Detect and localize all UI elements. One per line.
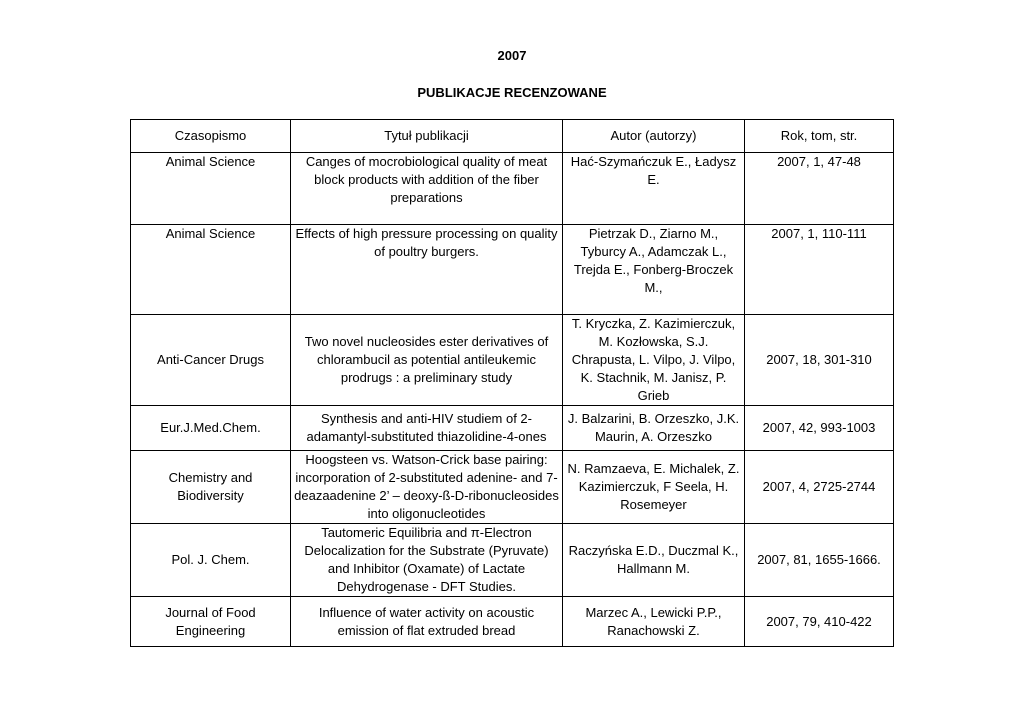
table-header-row [131, 120, 894, 153]
title-cell: Two novel nucleosides ester derivatives of chlorambucil as potential antileukemic prodrugs : a preliminary study [291, 315, 563, 406]
reference-cell: 2007, 4, 2725-2744 [745, 451, 894, 524]
table-row [131, 225, 894, 315]
table-row [131, 406, 894, 451]
journal-cell: Pol. J. Chem. [131, 524, 291, 597]
authors-cell: Hać-Szymańczuk E., Ładysz E. [563, 153, 745, 225]
authors-cell: N. Ramzaeva, E. Michalek, Z. Kazimierczuk, F Seela, H. Rosemeyer [563, 451, 745, 524]
title-cell: Tautomeric Equilibria and π-Electron Delocalization for the Substrate (Pyruvate) and Inhibitor (Oxamate) of Lactate Dehydrogenase - DFT Studies. [291, 524, 563, 597]
journal-cell: Journal of Food Engineering [131, 597, 291, 647]
authors-cell: T. Kryczka, Z. Kazimierczuk, M. Kozłowska, S.J. Chrapusta, L. Vilpo, J. Vilpo, K. Stachnik, M. Janisz, P. Grieb [563, 315, 745, 406]
title-cell: Synthesis and anti-HIV studiem of 2-adamantyl-substituted thiazolidine-4-ones [291, 406, 563, 451]
journal-cell: Anti-Cancer Drugs [131, 315, 291, 406]
journal-cell: Animal Science [131, 225, 291, 315]
reference-cell: 2007, 42, 993-1003 [745, 406, 894, 451]
column-header-journal: Czasopismo [131, 120, 291, 153]
title-cell: Hoogsteen vs. Watson-Crick base pairing: incorporation of 2-substituted adenine- and 7-deazaadenine 2’ – deoxy-ß-D-ribonucleosides into oligonucleotides [291, 451, 563, 524]
table-row [131, 451, 894, 524]
table-row [131, 597, 894, 647]
journal-cell: Chemistry and Biodiversity [131, 451, 291, 524]
table-row [131, 153, 894, 225]
table-row [131, 315, 894, 406]
section-title: PUBLIKACJE RECENZOWANE [417, 85, 607, 100]
authors-cell: Pietrzak D., Ziarno M., Tyburcy A., Adamczak L., Trejda E., Fonberg-Broczek M., [563, 225, 745, 315]
reference-cell: 2007, 1, 47-48 [745, 153, 894, 225]
publications-table [130, 119, 894, 647]
authors-cell: Marzec A., Lewicki P.P., Ranachowski Z. [563, 597, 745, 647]
column-header-title: Tytuł publikacji [291, 120, 563, 153]
reference-cell: 2007, 79, 410-422 [745, 597, 894, 647]
journal-cell: Eur.J.Med.Chem. [131, 406, 291, 451]
reference-cell: 2007, 1, 110-111 [745, 225, 894, 315]
column-header-reference: Rok, tom, str. [745, 120, 894, 153]
title-cell: Influence of water activity on acoustic emission of flat extruded bread [291, 597, 563, 647]
journal-cell: Animal Science [131, 153, 291, 225]
title-cell: Effects of high pressure processing on quality of poultry burgers. [291, 225, 563, 315]
table-row [131, 524, 894, 597]
year-heading: 2007 [497, 48, 527, 63]
reference-cell: 2007, 81, 1655-1666. [745, 524, 894, 597]
authors-cell: J. Balzarini, B. Orzeszko, J.K. Maurin, A. Orzeszko [563, 406, 745, 451]
title-cell: Canges of mocrobiological quality of meat block products with addition of the fiber preparations [291, 153, 563, 225]
reference-cell: 2007, 18, 301-310 [745, 315, 894, 406]
authors-cell: Raczyńska E.D., Duczmal K., Hallmann M. [563, 524, 745, 597]
column-header-authors: Autor (autorzy) [563, 120, 745, 153]
